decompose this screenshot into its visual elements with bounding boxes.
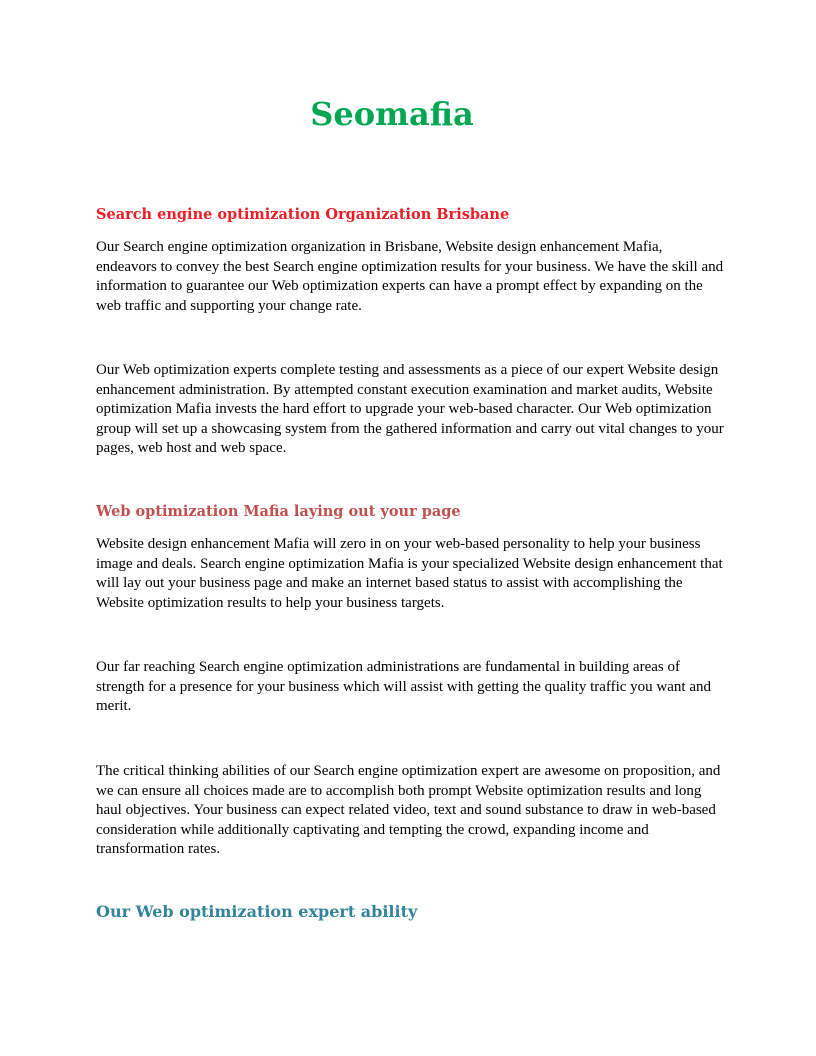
paragraph-web-personality: Website design enhancement Mafia will zero in on your web-based personality to help your business image and deals. Search engine optimization Mafia is your specialized Website design enhancement that will lay out your business page and make an internet based status to assist with accomplishing the Website optimization results to help your business targets. <box>96 536 723 611</box>
paragraph-testing-assessments: Our Web optimization experts complete testing and assessments as a piece of our expert Website design enhancement administration. By attempted constant execution examination and market audits, Website optimization Mafia invests the hard effort to upgrade your web-based character. Our Web optimization group will set up a showcasing system from the gathered information and carry out vital changes to your pages, web host and web space. <box>96 362 724 456</box>
paragraph-critical-thinking: The critical thinking abilities of our Search engine optimization expert are awesome on proposition, and we can ensure all choices made are to accomplish both prompt Website optimization results and long haul objectives. Your business can expect related video, text and sound substance to draw in web-based consideration while additionally captivating and tempting the crowd, expanding income and transformation rates. <box>96 763 721 857</box>
paragraph-administrations: Our far reaching Search engine optimization administrations are fundamental in building areas of strength for a presence for your business which will assist with getting the quality traffic you want and merit. <box>96 659 711 714</box>
paragraph-brisbane-intro: Our Search engine optimization organization in Brisbane, Website design enhancement Mafia, endeavors to convey the best Search engine optimization results for your business. We have the skill and information to guarantee our Web optimization experts can have a prompt effect by expanding on the web traffic and supporting your change rate. <box>96 239 724 314</box>
section-heading-brisbane: Search engine optimization Organization Brisbane <box>96 206 510 223</box>
section-heading-expert-ability: Our Web optimization expert ability <box>96 902 418 921</box>
document-title: Seomafia <box>310 95 474 133</box>
section-heading-laying-out-page: Web optimization Mafia laying out your page <box>96 503 461 520</box>
